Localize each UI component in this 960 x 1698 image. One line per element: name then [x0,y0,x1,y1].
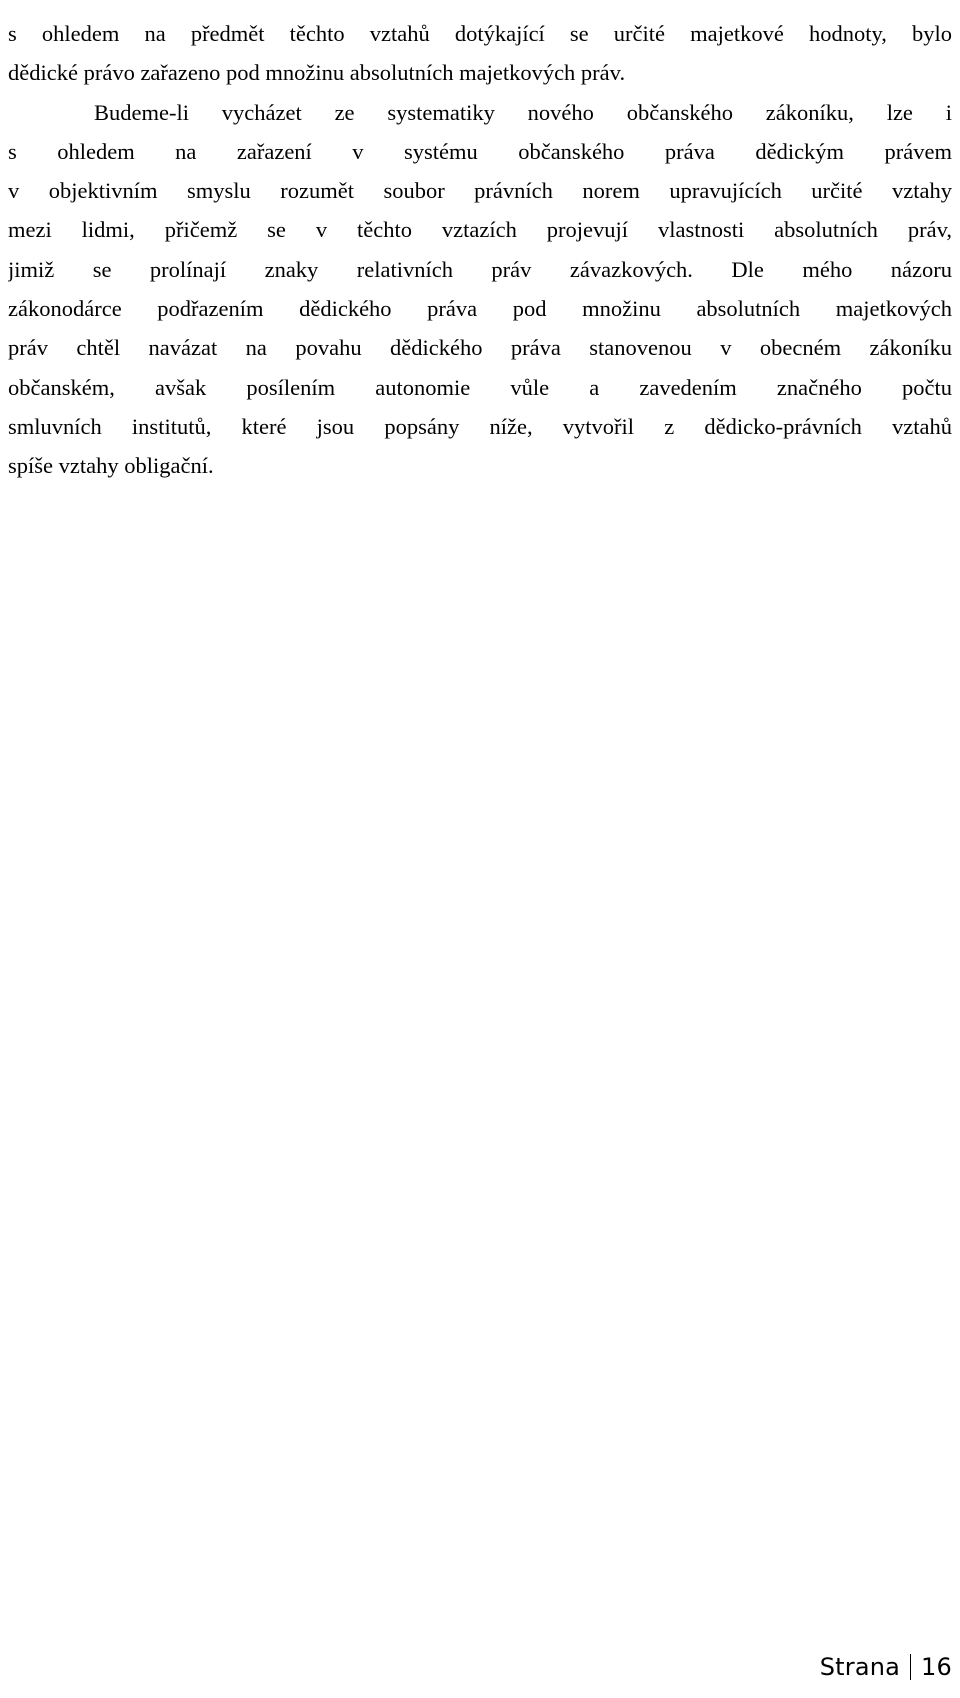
text-line: jimiž se prolínají znaky relativních práv závazkových. Dle mého názoru [8,256,952,282]
page-number: 16 [921,1653,952,1681]
text-line: spíše vztahy obligační. [8,453,214,479]
page-footer [820,1652,952,1682]
text-line: mezi lidmi, přičemž se v těchto vztazích projevují vlastnosti absolutních práv, [8,217,952,243]
text-line: s ohledem na předmět těchto vztahů dotýkající se určité majetkové hodnoty, bylo [8,21,952,46]
body-text [8,14,952,486]
text-line: dědické právo zařazeno pod množinu absolutních majetkových práv. [8,60,626,86]
text-line: Budeme-li vycházet ze systematiky nového občanského zákoníku, lze i [94,99,952,125]
text-line: občanském, avšak posílením autonomie vůle a zavedením značného počtu [8,374,952,400]
text-line: s ohledem na zařazení v systému občanského práva dědickým právem [8,138,952,164]
footer-separator [910,1654,911,1680]
text-line: práv chtěl navázat na povahu dědického práva stanovenou v obecném zákoníku [8,335,952,361]
text-line: smluvních institutů, které jsou popsány níže, vytvořil z dědicko-právních vztahů [8,413,952,439]
text-line: zákonodárce podřazením dědického práva pod množinu absolutních majetkových [8,296,952,322]
text-line: v objektivním smyslu rozumět soubor právních norem upravujících určité vztahy [8,178,952,204]
footer-label: Strana [819,1653,901,1681]
